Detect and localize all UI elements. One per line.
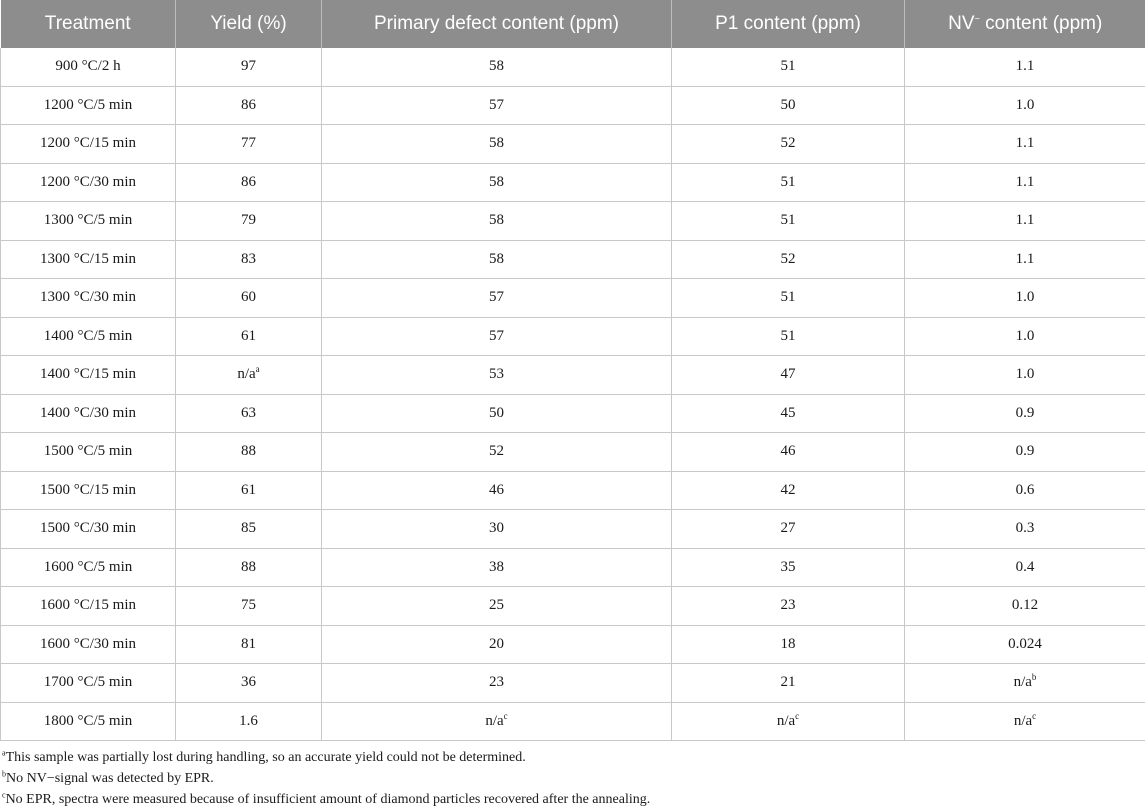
cell-value: n/a bbox=[1014, 713, 1032, 729]
cell-p1 bbox=[672, 510, 905, 549]
footnote bbox=[2, 768, 1145, 789]
cell-value: 52 bbox=[781, 135, 796, 151]
cell-value: 88 bbox=[241, 559, 256, 575]
cell-treatment bbox=[1, 317, 176, 356]
cell-nv bbox=[905, 471, 1145, 510]
cell-value: 0.6 bbox=[1016, 482, 1035, 498]
cell-value: 0.3 bbox=[1016, 520, 1035, 536]
cell-yield bbox=[176, 471, 322, 510]
cell-primary bbox=[322, 510, 672, 549]
cell-value: 1.1 bbox=[1016, 174, 1035, 190]
cell-nv bbox=[905, 664, 1145, 703]
footnote-mark: b bbox=[2, 769, 6, 778]
cell-p1 bbox=[672, 86, 905, 125]
cell-yield bbox=[176, 510, 322, 549]
cell-yield bbox=[176, 394, 322, 433]
cell-value: 0.9 bbox=[1016, 443, 1035, 459]
cell-value: 86 bbox=[241, 174, 256, 190]
cell-value: 1600 °C/30 min bbox=[40, 636, 136, 652]
cell-treatment bbox=[1, 240, 176, 279]
cell-p1 bbox=[672, 317, 905, 356]
cell-value: 58 bbox=[489, 174, 504, 190]
cell-value: 0.12 bbox=[1012, 597, 1038, 613]
cell-value: 1.1 bbox=[1016, 251, 1035, 267]
header-p1: P1 content (ppm) bbox=[672, 0, 905, 48]
cell-yield bbox=[176, 48, 322, 86]
cell-p1 bbox=[672, 394, 905, 433]
header-nv-prefix: NV bbox=[948, 13, 974, 34]
cell-p1 bbox=[672, 471, 905, 510]
cell-treatment bbox=[1, 702, 176, 741]
cell-value: 97 bbox=[241, 58, 256, 74]
cell-primary bbox=[322, 202, 672, 241]
cell-value: 81 bbox=[241, 636, 256, 652]
cell-value: 60 bbox=[241, 289, 256, 305]
cell-p1 bbox=[672, 163, 905, 202]
cell-value: 35 bbox=[781, 559, 796, 575]
cell-treatment bbox=[1, 510, 176, 549]
cell-value: 57 bbox=[489, 289, 504, 305]
table-row bbox=[1, 163, 1145, 202]
table-header-row bbox=[1, 0, 1145, 48]
cell-value: 23 bbox=[781, 597, 796, 613]
table-row bbox=[1, 86, 1145, 125]
cell-p1 bbox=[672, 625, 905, 664]
header-primary-defect: Primary defect content (ppm) bbox=[322, 0, 672, 48]
cell-value: 1.0 bbox=[1016, 366, 1035, 382]
cell-value: 900 °C/2 h bbox=[55, 58, 120, 74]
cell-primary bbox=[322, 317, 672, 356]
cell-p1 bbox=[672, 202, 905, 241]
cell-yield bbox=[176, 587, 322, 626]
cell-value: 51 bbox=[781, 212, 796, 228]
footnote-text: No NV−signal was detected by EPR. bbox=[6, 771, 214, 786]
cell-primary bbox=[322, 240, 672, 279]
cell-value: 23 bbox=[489, 674, 504, 690]
table-row bbox=[1, 664, 1145, 703]
cell-value: 52 bbox=[781, 251, 796, 267]
cell-value: 1800 °C/5 min bbox=[44, 713, 133, 729]
cell-primary bbox=[322, 125, 672, 164]
cell-nv bbox=[905, 86, 1145, 125]
cell-value: 21 bbox=[781, 674, 796, 690]
footnote-mark: c bbox=[1032, 711, 1036, 721]
cell-nv bbox=[905, 510, 1145, 549]
cell-yield bbox=[176, 240, 322, 279]
cell-value: 51 bbox=[781, 328, 796, 344]
cell-value: n/a bbox=[1014, 674, 1032, 690]
cell-p1 bbox=[672, 356, 905, 395]
cell-value: 42 bbox=[781, 482, 796, 498]
cell-value: 50 bbox=[489, 405, 504, 421]
cell-primary bbox=[322, 587, 672, 626]
cell-value: 1700 °C/5 min bbox=[44, 674, 133, 690]
header-nv-sup: − bbox=[975, 14, 980, 24]
cell-primary bbox=[322, 702, 672, 741]
footnote-text: No EPR, spectra were measured because of insufficient amount of diamond particles recovered after the annealing. bbox=[6, 792, 651, 807]
table-row bbox=[1, 433, 1145, 472]
cell-value: 47 bbox=[781, 366, 796, 382]
cell-yield bbox=[176, 86, 322, 125]
cell-treatment bbox=[1, 356, 176, 395]
cell-p1 bbox=[672, 548, 905, 587]
cell-yield bbox=[176, 279, 322, 318]
header-yield: Yield (%) bbox=[176, 0, 322, 48]
footnote bbox=[2, 747, 1145, 768]
cell-treatment bbox=[1, 625, 176, 664]
table-row bbox=[1, 317, 1145, 356]
cell-value: 88 bbox=[241, 443, 256, 459]
cell-value: 85 bbox=[241, 520, 256, 536]
cell-value: 86 bbox=[241, 97, 256, 113]
table-row bbox=[1, 240, 1145, 279]
cell-value: 1200 °C/30 min bbox=[40, 174, 136, 190]
cell-value: 1200 °C/5 min bbox=[44, 97, 133, 113]
cell-value: 61 bbox=[241, 482, 256, 498]
cell-yield bbox=[176, 433, 322, 472]
cell-treatment bbox=[1, 125, 176, 164]
footnotes bbox=[0, 741, 1145, 810]
footnote-mark: c bbox=[795, 711, 799, 721]
cell-treatment bbox=[1, 433, 176, 472]
cell-nv bbox=[905, 702, 1145, 741]
cell-nv bbox=[905, 279, 1145, 318]
cell-value: 1.1 bbox=[1016, 212, 1035, 228]
cell-value: 46 bbox=[489, 482, 504, 498]
cell-value: 51 bbox=[781, 174, 796, 190]
cell-value: 58 bbox=[489, 58, 504, 74]
cell-primary bbox=[322, 664, 672, 703]
cell-value: 52 bbox=[489, 443, 504, 459]
cell-p1 bbox=[672, 702, 905, 741]
table-row bbox=[1, 702, 1145, 741]
cell-primary bbox=[322, 86, 672, 125]
footnote-mark: b bbox=[1032, 672, 1037, 682]
cell-treatment bbox=[1, 471, 176, 510]
cell-value: n/a bbox=[485, 713, 503, 729]
cell-p1 bbox=[672, 664, 905, 703]
cell-yield bbox=[176, 702, 322, 741]
cell-primary bbox=[322, 471, 672, 510]
cell-value: n/a bbox=[777, 713, 795, 729]
cell-treatment bbox=[1, 48, 176, 86]
cell-value: 1400 °C/30 min bbox=[40, 405, 136, 421]
cell-nv bbox=[905, 548, 1145, 587]
table-row bbox=[1, 471, 1145, 510]
cell-p1 bbox=[672, 279, 905, 318]
cell-value: 1400 °C/15 min bbox=[40, 366, 136, 382]
cell-primary bbox=[322, 433, 672, 472]
cell-nv bbox=[905, 163, 1145, 202]
cell-value: 57 bbox=[489, 97, 504, 113]
cell-value: 1.0 bbox=[1016, 97, 1035, 113]
cell-nv bbox=[905, 202, 1145, 241]
header-nv bbox=[905, 0, 1145, 48]
cell-value: 77 bbox=[241, 135, 256, 151]
cell-p1 bbox=[672, 240, 905, 279]
cell-value: 0.024 bbox=[1008, 636, 1042, 652]
cell-value: 1.0 bbox=[1016, 328, 1035, 344]
footnote-mark: c bbox=[504, 711, 508, 721]
cell-value: 75 bbox=[241, 597, 256, 613]
cell-value: 0.9 bbox=[1016, 405, 1035, 421]
table-row bbox=[1, 356, 1145, 395]
cell-yield bbox=[176, 202, 322, 241]
cell-value: 58 bbox=[489, 212, 504, 228]
cell-value: 45 bbox=[781, 405, 796, 421]
cell-treatment bbox=[1, 163, 176, 202]
cell-primary bbox=[322, 48, 672, 86]
cell-nv bbox=[905, 433, 1145, 472]
cell-value: 18 bbox=[781, 636, 796, 652]
cell-value: 1.1 bbox=[1016, 135, 1035, 151]
cell-primary bbox=[322, 356, 672, 395]
cell-treatment bbox=[1, 587, 176, 626]
cell-value: 1.1 bbox=[1016, 58, 1035, 74]
cell-value: n/a bbox=[237, 366, 255, 382]
cell-value: 1300 °C/15 min bbox=[40, 251, 136, 267]
table-row bbox=[1, 548, 1145, 587]
cell-yield bbox=[176, 125, 322, 164]
table-row bbox=[1, 125, 1145, 164]
cell-p1 bbox=[672, 48, 905, 86]
cell-yield bbox=[176, 548, 322, 587]
table-row bbox=[1, 279, 1145, 318]
table-row bbox=[1, 587, 1145, 626]
footnote-mark: c bbox=[2, 790, 6, 799]
cell-value: 1200 °C/15 min bbox=[40, 135, 136, 151]
cell-value: 61 bbox=[241, 328, 256, 344]
cell-treatment bbox=[1, 202, 176, 241]
cell-p1 bbox=[672, 433, 905, 472]
cell-nv bbox=[905, 48, 1145, 86]
cell-value: 1.0 bbox=[1016, 289, 1035, 305]
header-nv-suffix: content (ppm) bbox=[980, 13, 1103, 34]
cell-value: 1300 °C/5 min bbox=[44, 212, 133, 228]
cell-yield bbox=[176, 356, 322, 395]
cell-value: 38 bbox=[489, 559, 504, 575]
cell-value: 79 bbox=[241, 212, 256, 228]
cell-primary bbox=[322, 625, 672, 664]
cell-value: 30 bbox=[489, 520, 504, 536]
cell-treatment bbox=[1, 86, 176, 125]
table-row bbox=[1, 625, 1145, 664]
cell-value: 1.6 bbox=[239, 713, 258, 729]
table-row bbox=[1, 510, 1145, 549]
table-row bbox=[1, 202, 1145, 241]
cell-value: 50 bbox=[781, 97, 796, 113]
cell-p1 bbox=[672, 125, 905, 164]
cell-nv bbox=[905, 240, 1145, 279]
cell-nv bbox=[905, 356, 1145, 395]
cell-nv bbox=[905, 394, 1145, 433]
cell-value: 51 bbox=[781, 58, 796, 74]
cell-primary bbox=[322, 548, 672, 587]
cell-treatment bbox=[1, 394, 176, 433]
cell-value: 51 bbox=[781, 289, 796, 305]
cell-primary bbox=[322, 279, 672, 318]
cell-yield bbox=[176, 317, 322, 356]
cell-nv bbox=[905, 125, 1145, 164]
cell-yield bbox=[176, 625, 322, 664]
footnote-mark: a bbox=[256, 364, 260, 374]
cell-value: 1600 °C/5 min bbox=[44, 559, 133, 575]
cell-primary bbox=[322, 163, 672, 202]
cell-value: 83 bbox=[241, 251, 256, 267]
cell-treatment bbox=[1, 279, 176, 318]
cell-primary bbox=[322, 394, 672, 433]
cell-p1 bbox=[672, 587, 905, 626]
cell-value: 58 bbox=[489, 251, 504, 267]
cell-treatment bbox=[1, 664, 176, 703]
cell-value: 1500 °C/30 min bbox=[40, 520, 136, 536]
cell-value: 1300 °C/30 min bbox=[40, 289, 136, 305]
cell-treatment bbox=[1, 548, 176, 587]
cell-value: 20 bbox=[489, 636, 504, 652]
cell-value: 1400 °C/5 min bbox=[44, 328, 133, 344]
cell-value: 1500 °C/15 min bbox=[40, 482, 136, 498]
cell-nv bbox=[905, 317, 1145, 356]
footnote-text: This sample was partially lost during handling, so an accurate yield could not be determined. bbox=[6, 750, 526, 765]
table-row bbox=[1, 394, 1145, 433]
cell-nv bbox=[905, 625, 1145, 664]
cell-nv bbox=[905, 587, 1145, 626]
cell-yield bbox=[176, 664, 322, 703]
cell-value: 46 bbox=[781, 443, 796, 459]
header-treatment: Treatment bbox=[1, 0, 176, 48]
cell-value: 25 bbox=[489, 597, 504, 613]
cell-value: 57 bbox=[489, 328, 504, 344]
cell-value: 58 bbox=[489, 135, 504, 151]
cell-yield bbox=[176, 163, 322, 202]
cell-value: 1500 °C/5 min bbox=[44, 443, 133, 459]
cell-value: 63 bbox=[241, 405, 256, 421]
cell-value: 27 bbox=[781, 520, 796, 536]
cell-value: 0.4 bbox=[1016, 559, 1035, 575]
cell-value: 1600 °C/15 min bbox=[40, 597, 136, 613]
footnote-mark: a bbox=[2, 748, 6, 757]
table-row bbox=[1, 48, 1145, 86]
cell-value: 36 bbox=[241, 674, 256, 690]
cell-value: 53 bbox=[489, 366, 504, 382]
